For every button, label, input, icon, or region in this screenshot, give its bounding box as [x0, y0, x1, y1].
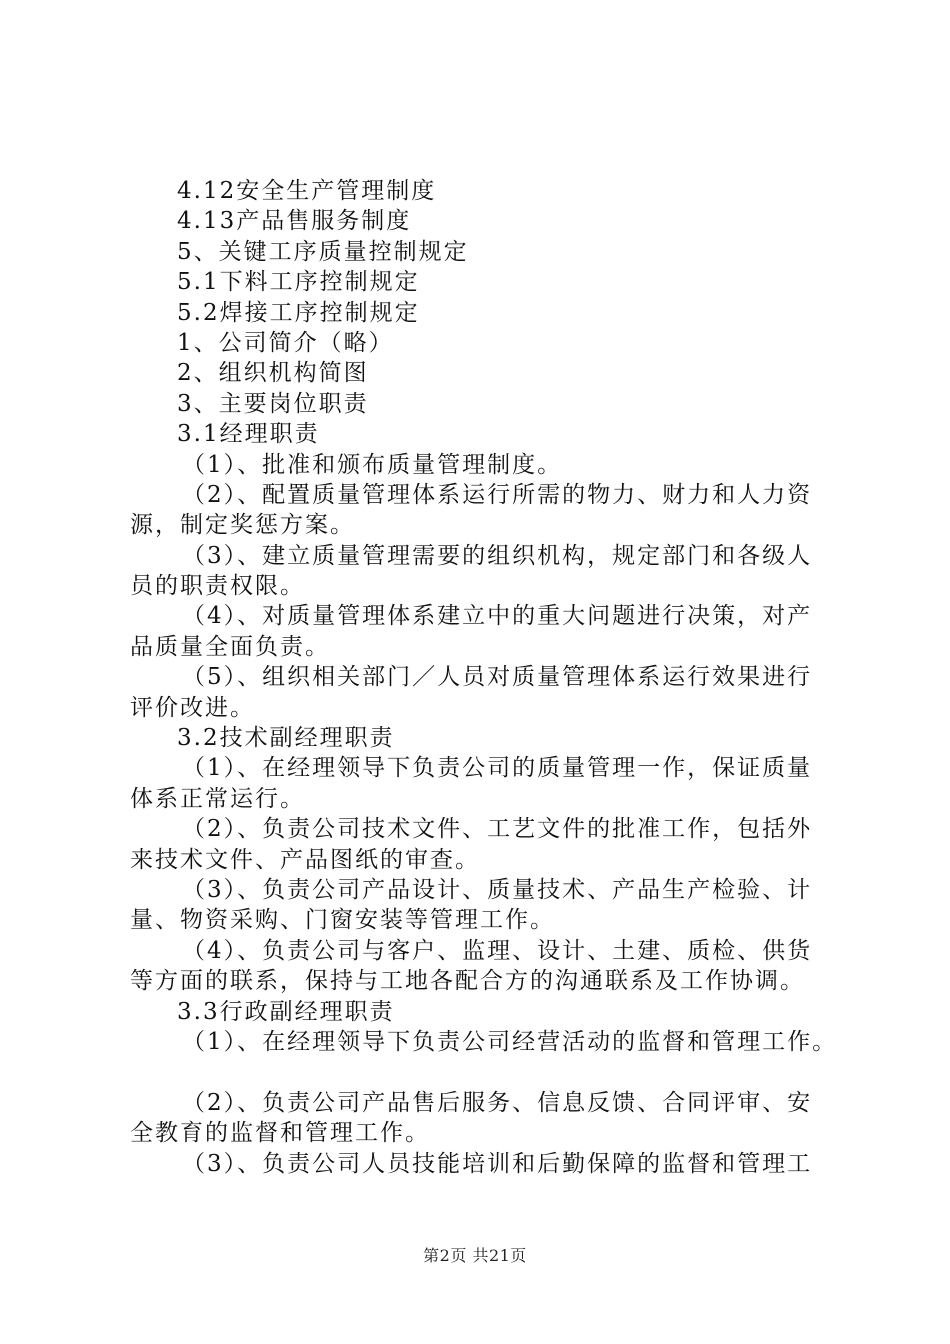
- heading-3-3: 3.3行政副经理职责: [177, 998, 395, 1025]
- paragraph-line: （2）、负责公司技术文件、工艺文件的批准工作，包括外: [182, 816, 813, 843]
- heading-4-13: 4.13产品售服务制度: [177, 208, 412, 235]
- paragraph-line: 评价改进。: [130, 694, 255, 721]
- paragraph-line: 员的职责权限。: [130, 573, 305, 600]
- paragraph-line: （3）、建立质量管理需要的组织机构，规定部门和各级人: [182, 542, 813, 569]
- heading-3: 3、主要岗位职责: [177, 390, 369, 417]
- paragraph-line: 量、物资采购、门窗安装等管理工作。: [130, 907, 555, 934]
- heading-3-2: 3.2技术副经理职责: [177, 725, 395, 752]
- paragraph-line: （4）、对质量管理体系建立中的重大问题进行决策，对产: [182, 603, 813, 630]
- paragraph-line: （4）、负责公司与客户、监理、设计、土建、质检、供货: [182, 937, 813, 964]
- document-body: [130, 176, 840, 1179]
- paragraph-line: （1）、批准和颁布质量管理制度。: [182, 451, 563, 478]
- paragraph-line: （1）、在经理领导下负责公司经营活动的监督和管理工作。: [182, 1028, 838, 1055]
- page-number-footer: 第2页 共21页: [423, 1246, 527, 1265]
- heading-5: 5、关键工序质量控制规定: [177, 238, 469, 265]
- paragraph-line: （2）、配置质量管理体系运行所需的物力、财力和人力资: [182, 481, 813, 508]
- paragraph-line: 体系正常运行。: [130, 785, 305, 812]
- heading-4-12: 4.12安全生产管理制度: [177, 178, 437, 204]
- heading-5-2: 5.2焊接工序控制规定: [177, 299, 420, 326]
- paragraph-line: 来技术文件、产品图纸的审查。: [130, 846, 480, 873]
- paragraph-line: 品质量全面负责。: [130, 633, 330, 660]
- paragraph-line: 全教育的监督和管理工作。: [130, 1120, 430, 1147]
- heading-3-1: 3.1经理职责: [177, 421, 320, 448]
- paragraph-line: （5）、组织相关部门／人员对质量管理体系运行效果进行: [182, 664, 813, 691]
- heading-1: 1、公司简介（略）: [177, 329, 394, 356]
- paragraph-line: 源，制定奖惩方案。: [130, 512, 355, 539]
- heading-2: 2、组织机构简图: [177, 360, 369, 387]
- paragraph-line: （3）、负责公司产品设计、质量技术、产品生产检验、计: [182, 876, 813, 903]
- paragraph-line: （3）、负责公司人员技能培训和后勤保障的监督和管理工: [182, 1150, 813, 1177]
- paragraph-line: （2）、负责公司产品售后服务、信息反馈、合同评审、安: [182, 1089, 813, 1116]
- blank-line: [130, 1057, 840, 1087]
- paragraph-line: （1）、在经理领导下负责公司的质量管理一作，保证质量: [182, 755, 813, 782]
- heading-5-1: 5.1下料工序控制规定: [177, 269, 420, 296]
- paragraph-line: 等方面的联系，保持与工地各配合方的沟通联系及工作协调。: [130, 968, 805, 995]
